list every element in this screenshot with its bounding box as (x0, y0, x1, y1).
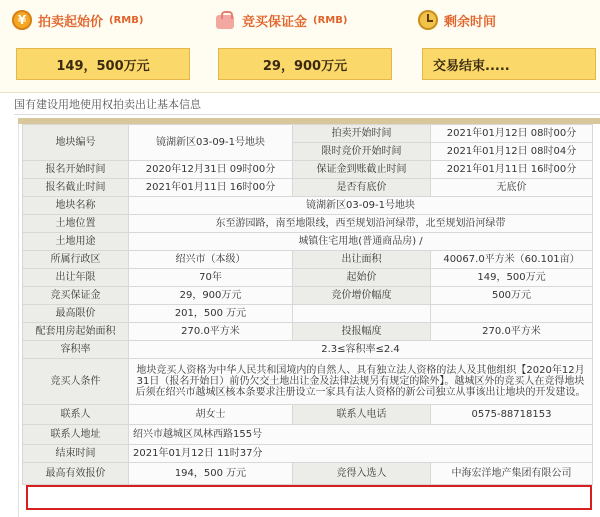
deposit-unit: (RMB) (313, 14, 348, 26)
location-label: 土地位置 (23, 215, 129, 233)
max-price-label: 最高限价 (23, 305, 129, 323)
remaining-time-value: 交易结束..... (422, 48, 596, 80)
empty-cell (293, 305, 431, 323)
auction-start-value: 2021年01月12日 08时00分 (431, 125, 593, 143)
table-row (23, 287, 593, 305)
table-row (23, 125, 593, 143)
table-row (23, 341, 593, 359)
table-row (23, 233, 593, 251)
address-label: 联系人地址 (23, 425, 129, 445)
end-time-value: 2021年01月12日 11时37分 (129, 445, 593, 463)
empty-cell (431, 305, 593, 323)
far-label: 容积率 (23, 341, 129, 359)
region-value: 绍兴市（本级） (129, 251, 293, 269)
winner-label: 竞得入选人 (293, 463, 431, 485)
money-icon (12, 10, 32, 30)
moneybag-icon (214, 11, 236, 29)
table-row (23, 215, 593, 233)
table-row (23, 269, 593, 287)
start-price-row-label: 起始价 (293, 269, 431, 287)
area-label: 出让面积 (293, 251, 431, 269)
start-price-label: 拍卖起始价 (38, 14, 104, 30)
housing-area-label: 配套用房起始面积 (23, 323, 129, 341)
phone-label: 联系人电话 (293, 405, 431, 425)
start-price-value: 149，500万元 (16, 48, 190, 80)
table-row (23, 359, 593, 405)
far-value: 2.3≤容积率≤2.4 (129, 341, 593, 359)
deposit-label: 竞买保证金 (242, 14, 308, 30)
table-row (23, 445, 593, 463)
phone-value: 0575-88718153 (431, 405, 593, 425)
contact-label: 联系人 (23, 405, 129, 425)
auction-info-table (22, 124, 593, 485)
limit-start-label: 限时竞价开始时间 (293, 143, 431, 161)
region-label: 所属行政区 (23, 251, 129, 269)
table-row (23, 161, 593, 179)
table-row (23, 425, 593, 445)
signup-start-label: 报名开始时间 (23, 161, 129, 179)
table-row (23, 197, 593, 215)
signup-end-value: 2021年01月11日 16时00分 (129, 179, 293, 197)
parcel-no-label: 地块编号 (23, 125, 129, 161)
increment-value: 500万元 (431, 287, 593, 305)
table-row (23, 463, 593, 485)
deposit-card (214, 8, 394, 84)
reserve-value: 无底价 (431, 179, 593, 197)
winner-value: 中海宏洋地产集团有限公司 (431, 463, 593, 485)
signup-start-value: 2020年12月31日 09时00分 (129, 161, 293, 179)
usage-value: 城镇住宅用地(普通商品房) / (129, 233, 593, 251)
reserve-label: 是否有底价 (293, 179, 431, 197)
parcel-name-value: 镜湖新区03-09-1号地块 (129, 197, 593, 215)
start-price-unit: (RMB) (109, 14, 144, 26)
max-price-value: 201，500 万元 (129, 305, 293, 323)
alarm-clock-icon (418, 10, 438, 30)
deposit-value: 29，900万元 (218, 48, 392, 80)
deposit-row-value: 29，900万元 (129, 287, 293, 305)
table-row (23, 305, 593, 323)
highest-bid-label: 最高有效报价 (23, 463, 129, 485)
term-label: 出让年限 (23, 269, 129, 287)
remaining-time-card (418, 8, 598, 84)
start-price-row-value: 149，500万元 (431, 269, 593, 287)
bidder-cond-label: 竞买人条件 (23, 359, 129, 405)
parcel-no-value: 镜湖新区03-09-1号地块 (129, 125, 293, 161)
table-row (23, 323, 593, 341)
usage-label: 土地用途 (23, 233, 129, 251)
bidder-cond-value: 地块竞买人资格为中华人民共和国境内的自然人、具有独立法人资格的法人及其他组织【2020年12月31日（报名开始日）前仍欠交土地出让金及法律法规另有规定的除外】。越城区外的竞买人在竞得地块后须在绍兴市越城区核本条要求注册设立一家具有法人资格的新公司独立从事该出让地块的开发建设。 (129, 359, 593, 405)
table-row (23, 405, 593, 425)
limit-start-value: 2021年01月12日 08时04分 (431, 143, 593, 161)
deposit-deadline-label: 保证金到账截止时间 (293, 161, 431, 179)
housing-area-value: 270.0平方米 (129, 323, 293, 341)
contact-value: 胡女士 (129, 405, 293, 425)
signup-end-label: 报名截止时间 (23, 179, 129, 197)
bid-increment-label: 投报幅度 (293, 323, 431, 341)
location-value: 东至游园路，南至地限线，西至规划沿河绿带，北至规划沿河绿带 (129, 215, 593, 233)
start-price-card (12, 8, 192, 84)
increment-label: 竞价增价幅度 (293, 287, 431, 305)
end-time-label: 结束时间 (23, 445, 129, 463)
area-value: 40067.0平方米（60.101亩） (431, 251, 593, 269)
deposit-deadline-value: 2021年01月11日 16时00分 (431, 161, 593, 179)
summary-bar (0, 0, 600, 93)
address-value: 绍兴市越城区凤林西路155号 (129, 425, 593, 445)
table-row (23, 251, 593, 269)
auction-start-label: 拍卖开始时间 (293, 125, 431, 143)
highest-bid-value: 194，500 万元 (129, 463, 293, 485)
bid-increment-value: 270.0平方米 (431, 323, 593, 341)
section-title: 国有建设用地使用权拍卖出让基本信息 (14, 96, 600, 115)
deposit-row-label: 竞买保证金 (23, 287, 129, 305)
table-row (23, 179, 593, 197)
parcel-name-label: 地块名称 (23, 197, 129, 215)
remaining-time-label: 剩余时间 (444, 14, 497, 30)
term-value: 70年 (129, 269, 293, 287)
